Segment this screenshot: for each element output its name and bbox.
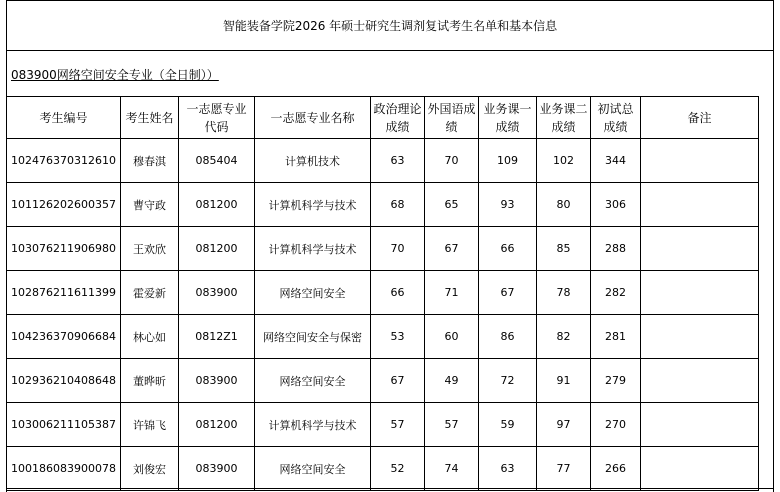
cell-candidate-name: 刘俊宏 [121, 447, 179, 491]
cell-politics-score: 67 [371, 359, 425, 403]
cell-candidate-name: 穆春淇 [121, 139, 179, 183]
cell-candidate-name: 林心如 [121, 315, 179, 359]
cell-major-code: 081200 [179, 227, 255, 271]
cell-politics-score: 70 [371, 227, 425, 271]
table-row [7, 139, 759, 183]
cell-course1-score: 86 [479, 315, 537, 359]
section-subtitle [7, 51, 773, 97]
cell-major-name: 网络空间安全与保密 [255, 315, 371, 359]
cell-major-name: 网络空间安全 [255, 359, 371, 403]
table-row [7, 271, 759, 315]
cell-course2-score: 91 [537, 359, 591, 403]
cell-course1-score: 67 [479, 271, 537, 315]
cell-remarks [641, 359, 759, 403]
cell-course1-score: 59 [479, 403, 537, 447]
cell-candidate-id: 102936210408648 [7, 359, 121, 403]
cell-candidate-id: 103006211105387 [7, 403, 121, 447]
header-candidate-name: 考生姓名 [121, 97, 179, 139]
cell-remarks [641, 315, 759, 359]
cell-total-score: 266 [591, 447, 641, 491]
cell-candidate-name: 曹守政 [121, 183, 179, 227]
header-candidate-id: 考生编号 [7, 97, 121, 139]
major-heading: 083900网络空间安全专业（全日制）） [11, 67, 219, 82]
cell-major-name: 计算机技术 [255, 139, 371, 183]
cell-foreign-language-score: 65 [425, 183, 479, 227]
cell-foreign-language-score: 71 [425, 271, 479, 315]
cell-course2-score: 82 [537, 315, 591, 359]
cell-total-score: 288 [591, 227, 641, 271]
cell-candidate-id: 103076211906980 [7, 227, 121, 271]
cell-total-score: 344 [591, 139, 641, 183]
cell-major-name: 网络空间安全 [255, 447, 371, 491]
cell-course2-score: 102 [537, 139, 591, 183]
cell-remarks [641, 403, 759, 447]
cell-total-score: 306 [591, 183, 641, 227]
cell-total-score: 270 [591, 403, 641, 447]
cell-major-code: 083900 [179, 447, 255, 491]
cell-politics-score: 63 [371, 139, 425, 183]
table-header-row [7, 97, 759, 139]
cell-remarks [641, 447, 759, 491]
cell-total-score: 279 [591, 359, 641, 403]
cell-politics-score: 52 [371, 447, 425, 491]
header-politics-score: 政治理论成绩 [371, 97, 425, 139]
cell-candidate-id: 100186083900078 [7, 447, 121, 491]
cell-foreign-language-score: 67 [425, 227, 479, 271]
table-row [7, 403, 759, 447]
cell-total-score: 281 [591, 315, 641, 359]
header-major-code: 一志愿专业代码 [179, 97, 255, 139]
header-foreign-language-score: 外国语成绩 [425, 97, 479, 139]
cell-major-code: 083900 [179, 359, 255, 403]
cell-candidate-name: 王欢欣 [121, 227, 179, 271]
cell-course1-score: 66 [479, 227, 537, 271]
cell-foreign-language-score: 70 [425, 139, 479, 183]
cell-foreign-language-score: 74 [425, 447, 479, 491]
candidate-table [6, 96, 759, 491]
cell-course2-score: 78 [537, 271, 591, 315]
cell-candidate-id: 102876211611399 [7, 271, 121, 315]
header-total-score: 初试总成绩 [591, 97, 641, 139]
cell-course1-score: 109 [479, 139, 537, 183]
page-bottom-border [6, 488, 774, 489]
cell-major-code: 081200 [179, 403, 255, 447]
cell-major-name: 计算机科学与技术 [255, 227, 371, 271]
cell-course1-score: 72 [479, 359, 537, 403]
cell-major-name: 计算机科学与技术 [255, 403, 371, 447]
header-course2-score: 业务课二成绩 [537, 97, 591, 139]
cell-politics-score: 53 [371, 315, 425, 359]
cell-remarks [641, 227, 759, 271]
cell-foreign-language-score: 60 [425, 315, 479, 359]
table-row [7, 447, 759, 491]
header-major-name: 一志愿专业名称 [255, 97, 371, 139]
cell-foreign-language-score: 49 [425, 359, 479, 403]
cell-politics-score: 57 [371, 403, 425, 447]
cell-politics-score: 68 [371, 183, 425, 227]
cell-candidate-name: 许锦飞 [121, 403, 179, 447]
header-remarks: 备注 [641, 97, 759, 139]
cell-politics-score: 66 [371, 271, 425, 315]
cell-major-code: 081200 [179, 183, 255, 227]
cell-course2-score: 80 [537, 183, 591, 227]
page-title: 智能装备学院2026 年硕士研究生调剂复试考生名单和基本信息 [7, 1, 773, 51]
cell-candidate-name: 董晔昕 [121, 359, 179, 403]
cell-major-name: 网络空间安全 [255, 271, 371, 315]
cell-course1-score: 93 [479, 183, 537, 227]
table-row [7, 227, 759, 271]
cell-candidate-id: 102476370312610 [7, 139, 121, 183]
cell-candidate-id: 101126202600357 [7, 183, 121, 227]
cell-remarks [641, 139, 759, 183]
cell-course1-score: 63 [479, 447, 537, 491]
cell-major-name: 计算机科学与技术 [255, 183, 371, 227]
cell-course2-score: 77 [537, 447, 591, 491]
header-course1-score: 业务课一成绩 [479, 97, 537, 139]
cell-major-code: 083900 [179, 271, 255, 315]
cell-remarks [641, 271, 759, 315]
cell-course2-score: 85 [537, 227, 591, 271]
table-row [7, 183, 759, 227]
cell-major-code: 085404 [179, 139, 255, 183]
cell-candidate-id: 104236370906684 [7, 315, 121, 359]
cell-remarks [641, 183, 759, 227]
table-row [7, 359, 759, 403]
cell-foreign-language-score: 57 [425, 403, 479, 447]
table-row [7, 315, 759, 359]
cell-course2-score: 97 [537, 403, 591, 447]
cell-candidate-name: 霍爱新 [121, 271, 179, 315]
cell-major-code: 0812Z1 [179, 315, 255, 359]
cell-total-score: 282 [591, 271, 641, 315]
